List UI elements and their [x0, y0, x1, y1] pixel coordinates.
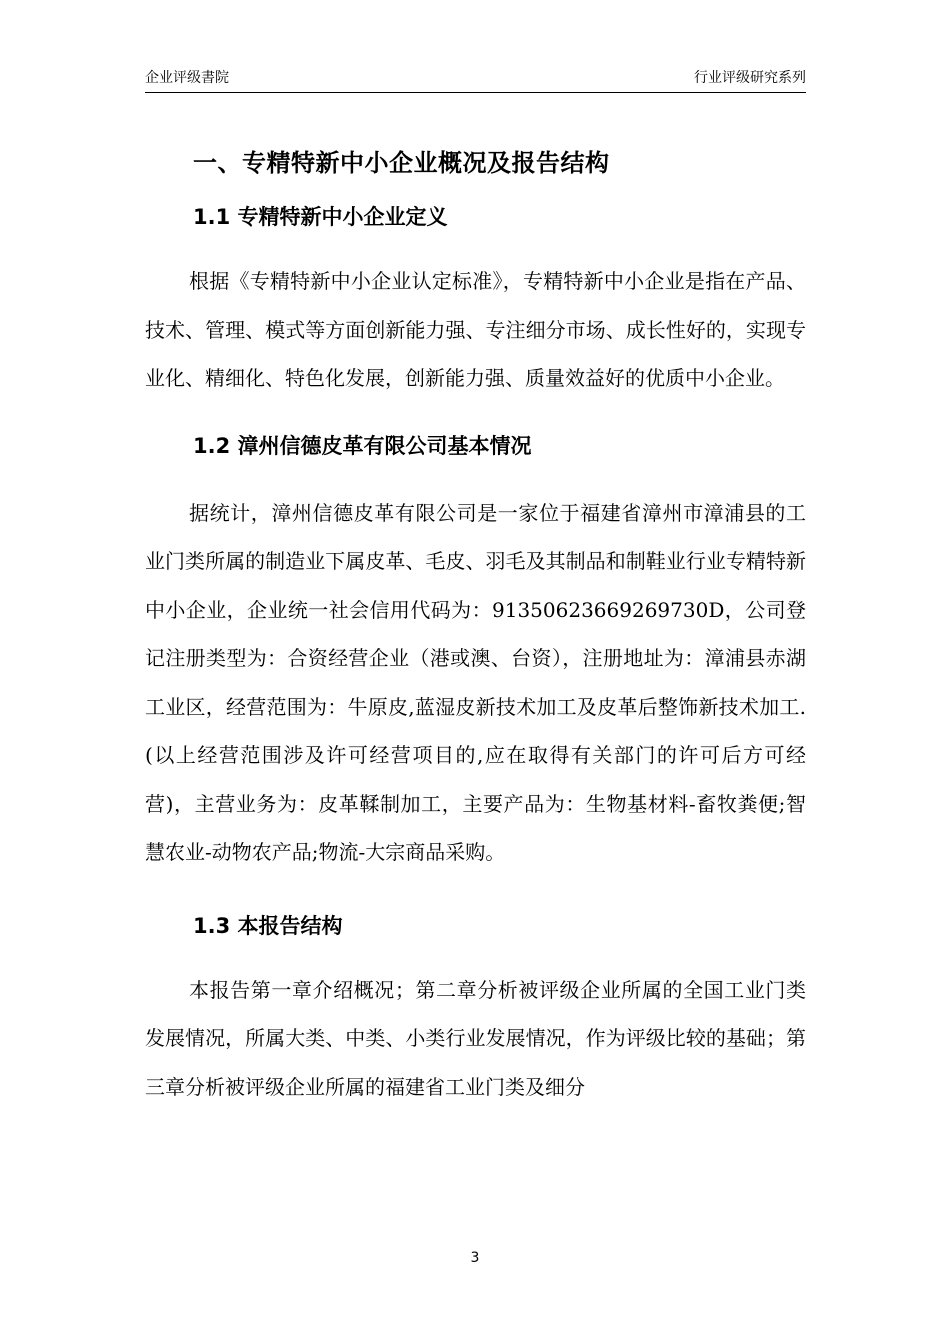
section-title-1-3: 1.3 本报告结构 [193, 913, 343, 938]
page-header [145, 68, 806, 93]
header-series: 行业评级研究系列 [694, 70, 806, 86]
page-number: 3 [470, 1250, 480, 1266]
section-paragraph-1-3: 本报告第一章介绍概况；第二章分析被评级企业所属的全国工业门类发展情况，所属大类、中类、小类行业发展情况，作为评级比较的基础；第三章分析被评级企业所属的福建省工业门类及细分 [145, 977, 806, 1099]
section-title-1-1: 1.1 专精特新中小企业定义 [193, 205, 448, 229]
section-title-1-2: 1.2 漳州信德皮革有限公司基本情况 [193, 433, 532, 458]
document-body [145, 143, 806, 1111]
header-publisher: 企业评级書院 [145, 70, 229, 86]
chapter-title: 一、专精特新中小企业概况及报告结构 [193, 149, 610, 177]
section-paragraph-1-1: 根据《专精特新中小企业认定标准》，专精特新中小企业是指在产品、技术、管理、模式等方面创新能力强、专注细分市场、成长性好的，实现专业化、精细化、特色化发展，创新能力强、质量效益好的优质中小企业。 [145, 269, 806, 390]
section-paragraph-1-2: 据统计，漳州信德皮革有限公司是一家位于福建省漳州市漳浦县的工业门类所属的制造业下属皮革、毛皮、羽毛及其制品和制鞋业行业专精特新中小企业，企业统一社会信用代码为：91350623669269730D，公司登记注册类型为：合资经营企业（港或澳、台资），注册地址为：漳浦县赤湖工业区，经营范围为：牛原皮,蓝湿皮新技术加工及皮革后整饰新技术加工.(以上经营范围涉及许可经营项目的,应在取得有关部门的许可后方可经营)，主营业务为：皮革鞣制加工，主要产品为：生物基材料-畜牧粪便;智慧农业-动物农产品;物流-大宗商品采购。 [145, 500, 806, 864]
